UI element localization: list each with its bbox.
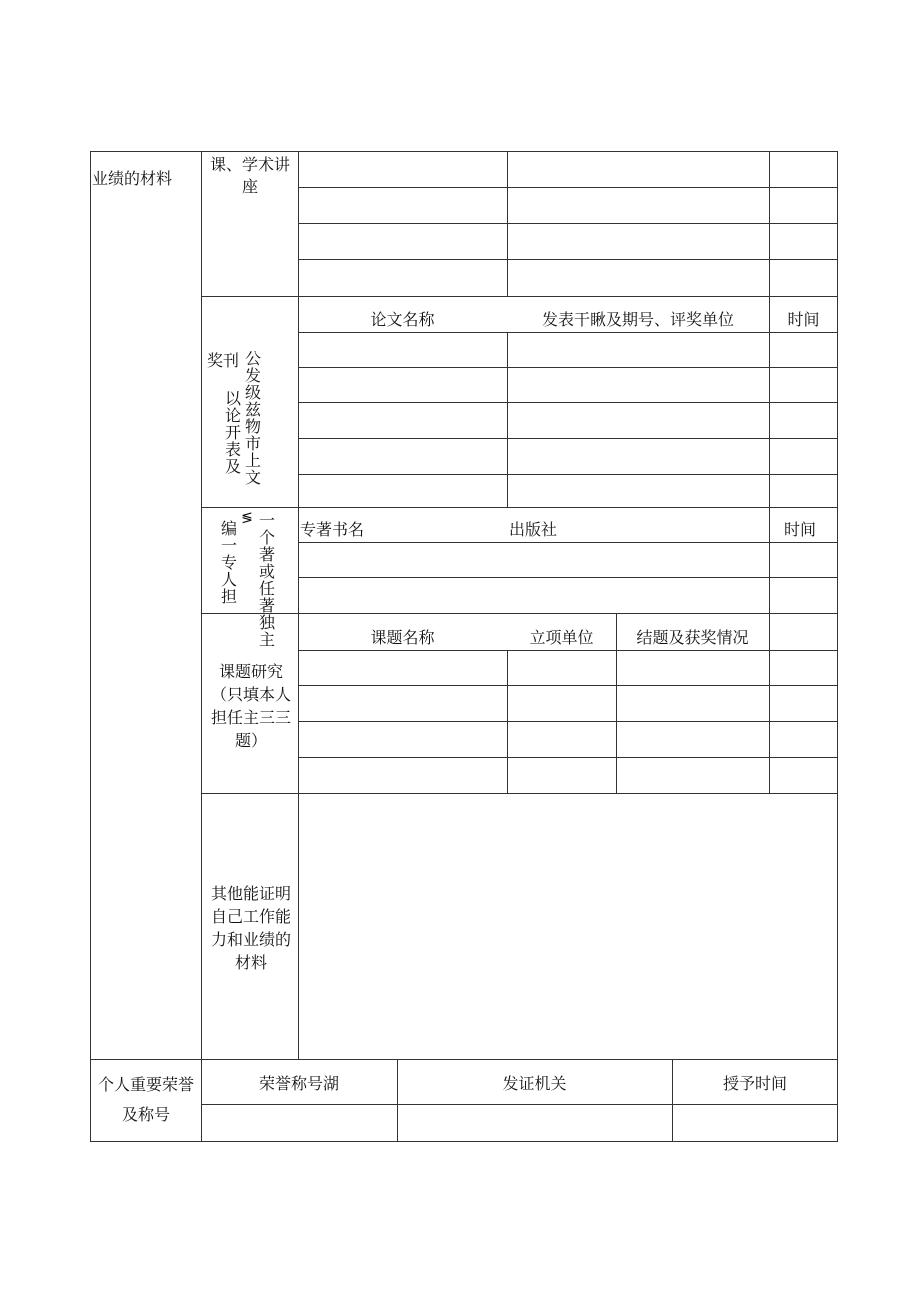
- research-header-unit: 立项单位: [529, 628, 594, 647]
- table-row: [298, 402, 838, 403]
- table-row: [201, 1104, 838, 1105]
- divider: [507, 332, 508, 507]
- papers-label-col2: 以论开表及: [224, 389, 241, 476]
- books-label-col2: ≶: [241, 510, 253, 526]
- table-row: [298, 757, 838, 758]
- table-row: [298, 259, 838, 260]
- honors-header-title: 荣誉称号湖: [258, 1074, 339, 1093]
- divider: [201, 296, 838, 297]
- divider: [769, 613, 770, 793]
- books-label-col1: 编一专人担: [220, 519, 237, 606]
- table-row: [298, 474, 838, 475]
- divider: [769, 151, 770, 296]
- papers-header-time: 时间: [787, 310, 820, 329]
- other-materials-label-text: 其他能证明自己工作能力和业绩的材料: [210, 884, 291, 972]
- table-row: [298, 650, 838, 651]
- honors-label: [92, 1070, 200, 1130]
- divider: [298, 151, 299, 1059]
- table-row: [298, 721, 838, 722]
- table-row: [298, 577, 838, 578]
- honors-label-text: 个人重要荣誉及称号: [97, 1075, 194, 1124]
- divider: [672, 1059, 673, 1142]
- table-row: [298, 367, 838, 368]
- papers-label-col1: 奖刊: [206, 351, 239, 370]
- papers-header-journal: 发表干瞅及期号、评奖单位: [541, 310, 734, 329]
- lectures-label-text: 课、学术讲座: [209, 155, 290, 196]
- books-label-col3: 一个著或任著独主: [258, 511, 275, 649]
- divider: [397, 1059, 398, 1142]
- books-header-title: 专著书名: [300, 520, 365, 539]
- table-row: [298, 685, 838, 686]
- papers-label-col3: 公发级兹物市上文: [244, 349, 261, 487]
- performance-materials-label: 业绩的材料: [92, 169, 173, 188]
- divider: [201, 507, 838, 508]
- research-header-title: 课题名称: [370, 628, 435, 647]
- divider: [201, 793, 838, 794]
- table-row: [298, 223, 838, 224]
- divider: [201, 151, 202, 1142]
- books-header-publisher: 出版社: [509, 520, 558, 539]
- divider: [201, 613, 838, 614]
- research-header-result: 结题及获奖情况: [636, 628, 749, 647]
- table-row: [298, 187, 838, 188]
- divider: [507, 151, 508, 296]
- honors-header-issuer: 发证机关: [502, 1074, 567, 1093]
- books-header-time: 时间: [783, 520, 816, 539]
- honors-header-date: 授予时间: [722, 1074, 787, 1093]
- research-label-text: 课题研究（只填本人担任主三三题）: [210, 662, 291, 750]
- divider: [90, 1059, 838, 1060]
- divider: [507, 650, 508, 793]
- papers-header-title: 论文名称: [370, 310, 435, 329]
- research-label: [206, 660, 296, 752]
- table-row: [298, 542, 838, 543]
- table-row: [298, 438, 838, 439]
- table-row: [298, 332, 838, 333]
- other-materials-label: [206, 882, 296, 974]
- lectures-label: [203, 154, 297, 198]
